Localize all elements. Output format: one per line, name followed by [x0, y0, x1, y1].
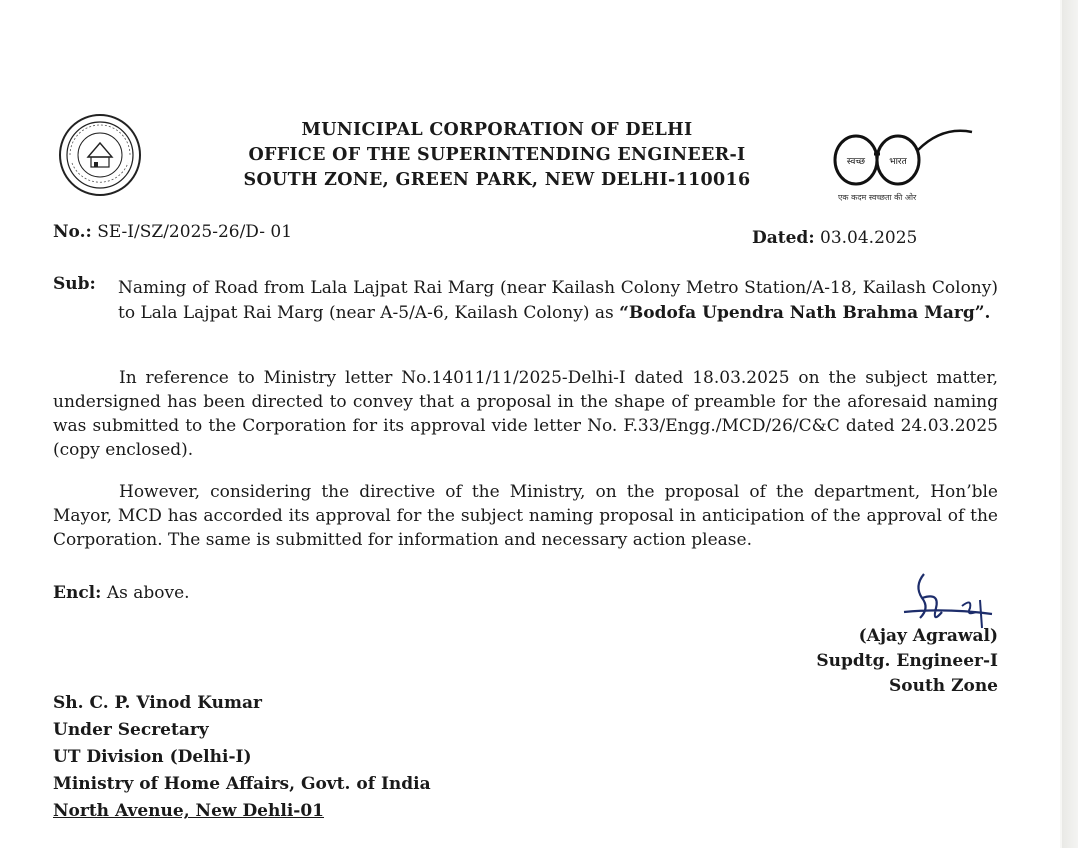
date-value: 03.04.2025 — [820, 228, 918, 248]
letter-date — [752, 228, 917, 248]
signatory-designation: Supdtg. Engineer-I — [816, 651, 998, 671]
reference-label: No.: — [53, 222, 92, 242]
subject-text — [118, 276, 998, 325]
mcd-seal-icon — [58, 113, 142, 197]
enclosure-value: As above. — [106, 583, 190, 603]
page-edge — [1062, 0, 1078, 848]
subject-road-name: “Bodofa Upendra Nath Brahma Marg”. — [619, 302, 991, 323]
letterhead-line-3: SOUTH ZONE, GREEN PARK, NEW DELHI-110016 — [243, 170, 751, 190]
signatory-block — [760, 624, 998, 699]
addressee-line-5: North Avenue, New Dehli-01 — [53, 801, 324, 821]
reference-value: SE-I/SZ/2025-26/D- 01 — [97, 222, 293, 242]
addressee-line-2: Under Secretary — [53, 720, 209, 740]
date-label: Dated: — [752, 228, 815, 248]
bharat-text: भारत — [889, 157, 907, 167]
addressee-line-4: Ministry of Home Affairs, Govt. of India — [53, 774, 431, 794]
enclosure-label: Encl: — [53, 583, 102, 603]
subject-label: Sub: — [53, 274, 96, 294]
swachh-text: स्वच्छ — [846, 157, 866, 167]
swachh-tagline: एक कदम स्वच्छता की ओर — [838, 193, 917, 202]
addressee-line-1: Sh. C. P. Vinod Kumar — [53, 693, 262, 713]
subject-plain: Naming of Road from Lala Lajpat Rai Marg (near Kailash Colony Metro Station/A-18, Kailash Colony) to Lala Lajpat Rai Marg (near A-5/A-6, Kailash Colony) as — [118, 278, 998, 323]
letterhead-line-2: OFFICE OF THE SUPERINTENDING ENGINEER-I — [248, 145, 746, 165]
addressee-block — [53, 690, 431, 825]
signatory-name: (Ajay Agrawal) — [858, 626, 998, 646]
signatory-zone: South Zone — [888, 676, 998, 696]
letterhead-line-1: MUNICIPAL CORPORATION OF DELHI — [301, 120, 693, 140]
body-paragraph-1: In reference to Ministry letter No.14011/11/2025-Delhi-I dated 18.03.2025 on the subject matter, undersigned has been directed to convey that a proposal in the shape of preamble for the aforesaid naming was submitted to the Corporation for its approval vide letter No. F.33/Engg./MCD/26/C&C dated 24.03.2025 (copy enclosed). — [53, 368, 998, 460]
letterhead — [200, 118, 794, 193]
addressee-line-3: UT Division (Delhi-I) — [53, 747, 252, 767]
reference-number — [53, 222, 292, 242]
enclosure — [53, 583, 190, 603]
body-paragraph-2: However, considering the directive of the Ministry, on the proposal of the department, Hon’ble Mayor, MCD has accorded its approval for the subject naming proposal in anticipation of the approval of the Corporation. The same is submitted for information and necessary action please. — [53, 482, 998, 550]
